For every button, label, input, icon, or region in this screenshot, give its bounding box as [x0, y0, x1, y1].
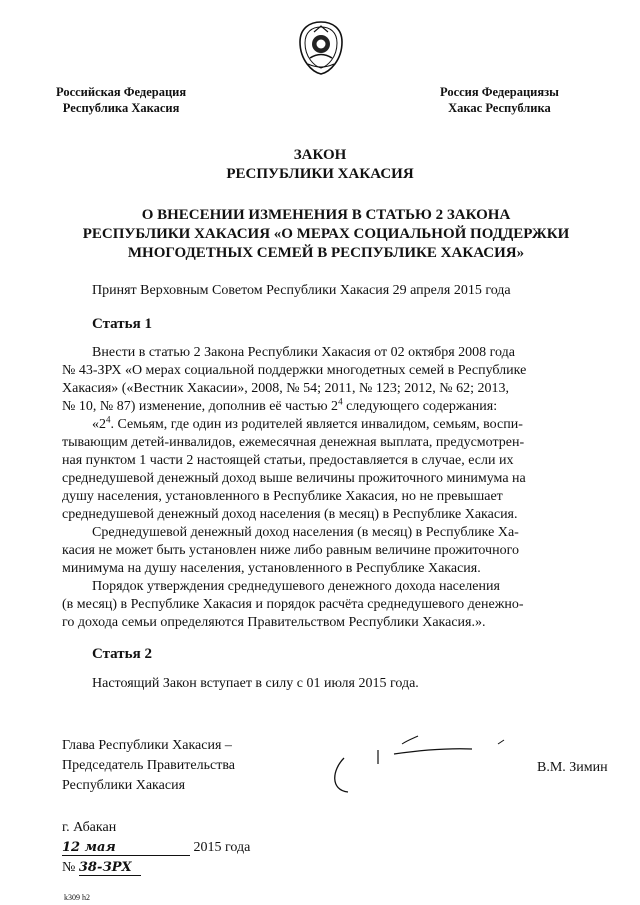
signatory-line3: Республики Хакасия: [62, 778, 186, 793]
law-title-republic: РЕСПУБЛИКИ ХАКАСИЯ: [226, 166, 414, 182]
footer-code: k309 h2: [64, 893, 90, 902]
header-right-line2: Хакас Республика: [448, 101, 551, 115]
law-number: [62, 860, 141, 876]
a1-p2-line1: «$2^4$. Семьям, где один из родителей является инвалидом, семьям, воспи-: [92, 414, 523, 432]
a1-p4-line3: го дохода семьи определяются Правительством Республики Хакасия.».: [62, 615, 486, 630]
law-subject: [56, 206, 596, 263]
article2-heading: Статья 2: [92, 646, 152, 662]
a1-p2-line5: душу населения, установленного в Республике Хакасия, но не превышает: [62, 489, 503, 504]
handwritten-signature: [322, 730, 522, 800]
a1-p3-line1: Среднедушевой денежный доход населения (в месяц) в Республике Ха-: [92, 525, 519, 540]
a1-p3-line3: минимума на душу населения, установленного в Республике Хакасия.: [62, 561, 481, 576]
date-suffix: 2015 года: [193, 840, 251, 855]
handwritten-date: 12 мая: [62, 840, 190, 856]
header-right-line1: Россия Федерациязы: [440, 85, 559, 99]
law-title: ЗАКОН: [293, 147, 347, 163]
adopted-statement: Принят Верховным Советом Республики Хакасия 29 апреля 2015 года: [92, 283, 511, 298]
signatory-line1: Глава Республики Хакасия –: [62, 738, 232, 753]
a1-p2-line6: среднедушевой денежный доход населения (в месяц) в Республике Хакасия.: [62, 507, 518, 522]
a1-p1-line1: Внести в статью 2 Закона Республики Хакасия от 02 октября 2008 года: [92, 345, 515, 360]
subject-line3: МНОГОДЕТНЫХ СЕМЕЙ В РЕСПУБЛИКЕ ХАКАСИЯ»: [127, 245, 525, 261]
handwritten-number: 38-ЗРХ: [79, 860, 141, 876]
header-left-line2: Республика Хакасия: [62, 101, 180, 115]
header-right: [440, 84, 559, 116]
subject-line1: О ВНЕСЕНИИ ИЗМЕНЕНИЯ В СТАТЬЮ 2 ЗАКОНА: [141, 207, 511, 223]
signatory-name: В.М. Зимин: [537, 760, 608, 775]
signatory-title: [62, 736, 235, 796]
a1-p1-line4: № 10, № 87) изменение, дополнив её частью $2^4$ следующего содержания:: [62, 396, 498, 414]
header-left: [56, 84, 186, 116]
coat-of-arms-emblem: [296, 20, 346, 76]
place: г. Абакан: [62, 820, 117, 835]
a1-p1-line3: Хакасия» («Вестник Хакасии», 2008, № 54; 2011, № 123; 2012, № 62; 2013,: [62, 381, 510, 396]
a1-p4-line2: (в месяц) в Республике Хакасия и порядок расчёта среднедушевого денежно-: [62, 597, 524, 612]
signatory-line2: Председатель Правительства: [62, 758, 235, 773]
article2-text: Настоящий Закон вступает в силу с 01 июля 2015 года.: [92, 676, 419, 691]
a1-p3-line2: касия не может быть установлен ниже либо равным величине прожиточного: [62, 543, 519, 558]
number-prefix: №: [62, 860, 76, 875]
date-line: [62, 840, 250, 856]
a1-p2-line4: среднедушевой денежный доход выше величины прожиточного минимума на: [62, 471, 526, 486]
a1-p2-line3: ная пунктом 1 части 2 настоящей статьи, предоставляется в случае, если их: [62, 453, 514, 468]
subject-line2: РЕСПУБЛИКИ ХАКАСИЯ «О МЕРАХ СОЦИАЛЬНОЙ ПОДДЕРЖКИ: [82, 226, 570, 242]
a1-p4-line1: Порядок утверждения среднедушевого денежного дохода населения: [92, 579, 500, 594]
article1-body: [62, 344, 590, 632]
a1-p1-line2: № 43-ЗРХ «О мерах социальной поддержки многодетных семей в Республике: [62, 363, 527, 378]
header-left-line1: Российская Федерация: [56, 85, 187, 99]
a1-p2-line2: тывающим детей-инвалидов, ежемесячная денежная выплата, предусмотрен-: [62, 435, 525, 450]
article1-heading: Статья 1: [92, 316, 152, 332]
